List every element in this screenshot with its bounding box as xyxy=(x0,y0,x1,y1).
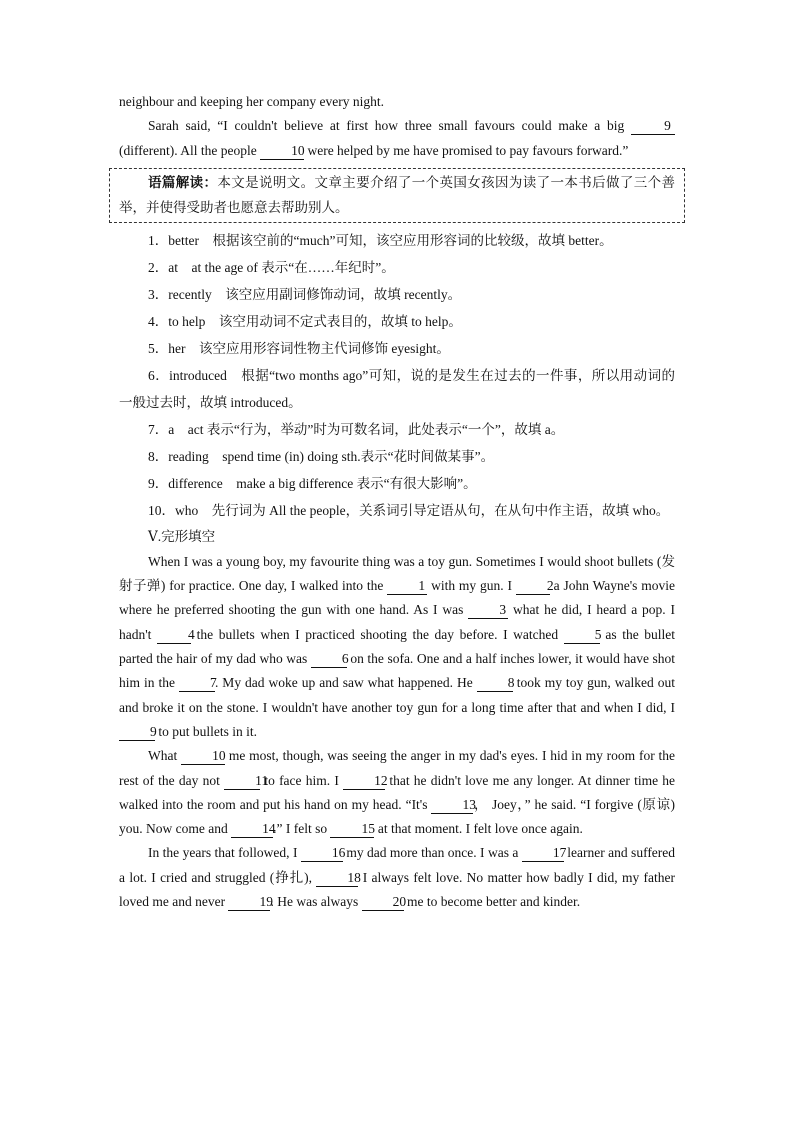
analysis-box xyxy=(109,168,685,223)
text-span: at the age of 表示“在……年纪时”。 xyxy=(191,259,395,275)
text-span: .” I felt so xyxy=(273,821,328,837)
text-span: to face him. I xyxy=(264,772,339,788)
text-span: 1． xyxy=(148,232,169,248)
text-span: introduced xyxy=(169,367,227,383)
blank-4: 4 xyxy=(157,627,191,644)
blank-3: 3 xyxy=(468,602,508,619)
text-span: . He was always xyxy=(270,894,359,910)
text-span xyxy=(178,260,192,275)
text-span: on the sofa. One and a half inches lower, it would have shot him in the xyxy=(119,651,676,691)
blank-19: 19 xyxy=(228,894,270,911)
blank-10: 10 xyxy=(181,748,225,765)
cloze-paragraph-2 xyxy=(119,744,675,841)
blank-7: 7 xyxy=(179,675,215,692)
blank-5: 5 xyxy=(564,627,600,644)
blank-9: 9 xyxy=(631,118,675,135)
text-span xyxy=(205,314,219,329)
text-span: ， Joey，” he said. “I forgive (原谅) you. Now come and xyxy=(119,796,675,837)
blank-16: 16 xyxy=(301,845,343,862)
analysis-text xyxy=(119,170,675,220)
text-span: 根据“two months ago”可知，说的是发生在过去的一件事，所以用动词的一般过去时，故填 introduced。 xyxy=(119,367,676,410)
text-span: 6． xyxy=(148,367,170,383)
text-span: 4． xyxy=(148,313,169,329)
text-span: I always felt love. No matter how badly I did, my father loved me and never xyxy=(119,869,676,910)
text-span: at xyxy=(168,259,178,275)
text-span: 先行词为 All the people，关系词引导定语从句，在从句中作主语，故填 who。 xyxy=(211,502,670,518)
text-span: better xyxy=(168,232,199,248)
cloze-paragraph-3 xyxy=(119,841,675,914)
blank-14: 14 xyxy=(231,821,273,838)
text-span: what he did, I heard a pop. I hadn't xyxy=(119,602,676,642)
text-span xyxy=(174,422,188,437)
text-span: 该空应用副词修饰动词，故填 recently。 xyxy=(225,286,462,302)
text-span: that he didn't love me any longer. At dinner time he walked into the room and put his hand on my head. “It's xyxy=(119,772,676,812)
text-span: the bullets when I practiced shooting the day before. I watched xyxy=(196,626,559,642)
text-span: learner and suffered a lot. I cried and struggled (挣扎), xyxy=(119,845,676,885)
text-span: 该空应用形容词性物主代词修饰 eyesight。 xyxy=(199,340,450,356)
cloze-paragraph-1 xyxy=(119,550,675,744)
answer-item xyxy=(119,497,675,524)
text-span: recently xyxy=(168,286,212,302)
text-span: to put bullets in it. xyxy=(158,723,258,739)
blank-1: 1 xyxy=(387,578,427,595)
answer-list xyxy=(119,227,675,524)
analysis-body: 本文是说明文。文章主要介绍了一个英国女孩因为读了一本书后做了三个善举，并使得受助者也愿意去帮助别人。 xyxy=(119,174,676,215)
answer-item xyxy=(119,281,675,308)
text-span: 5． xyxy=(148,340,169,356)
blank-6: 6 xyxy=(311,651,347,668)
text-span: my dad more than once. I was a xyxy=(346,845,519,861)
text-span xyxy=(209,449,223,464)
text-span: her xyxy=(168,340,186,356)
text-span: . My dad woke up and saw what happened. He xyxy=(214,675,473,691)
text-span xyxy=(227,368,241,383)
answer-item xyxy=(119,416,675,443)
answer-item xyxy=(119,470,675,497)
blank-18: 18 xyxy=(316,870,358,887)
blank-20: 20 xyxy=(362,894,404,911)
answer-item xyxy=(119,227,675,254)
text-span: 2． xyxy=(148,259,169,275)
text-span: took my toy gun, walked out and broke it on the stone. I wouldn't have another toy gun for a long time after that and when I did, I xyxy=(119,675,675,715)
text-span: 8． xyxy=(148,448,169,464)
text-span xyxy=(212,287,226,302)
text-span: as the bullet parted the hair of my dad who was xyxy=(119,626,676,667)
answer-item xyxy=(119,443,675,470)
text-span: In the years that followed, I xyxy=(148,845,298,861)
text-span: who xyxy=(175,502,199,518)
blank-12: 12 xyxy=(343,773,385,790)
section-title: Ⅴ.完形填空 xyxy=(148,528,216,544)
text-span: difference xyxy=(168,475,223,491)
blank-11: 11 xyxy=(224,773,260,790)
text-span: 该空用动词不定式表目的，故填 to help。 xyxy=(218,313,462,329)
answer-item xyxy=(119,335,675,362)
passage-text: were helped by me have promised to pay favours forward.” xyxy=(307,142,629,158)
text-span xyxy=(199,233,213,248)
blank-9: 9 xyxy=(119,724,155,741)
answer-item xyxy=(119,362,675,416)
blank-13: 13 xyxy=(431,797,473,814)
answer-item xyxy=(119,308,675,335)
text-span: make a big difference 表示“有很大影响”。 xyxy=(236,475,477,491)
blank-2: 2 xyxy=(516,578,550,595)
text-span: 10． xyxy=(148,502,175,518)
text-span: a John Wayne's movie where he preferred shooting the gun with one hand. As I was xyxy=(119,578,676,618)
blank-17: 17 xyxy=(522,845,564,862)
text-span: a xyxy=(168,421,175,437)
blank-8: 8 xyxy=(477,675,513,692)
text-span: at that moment. I felt love once again. xyxy=(377,821,583,837)
text-span: to help xyxy=(168,313,206,329)
text-span: me most, though, was seeing the anger in my dad's eyes. I hid in my room for the rest of the day not xyxy=(119,748,676,788)
passage-text: (different). All the people xyxy=(119,142,257,158)
text-span: with my gun. I xyxy=(431,578,512,594)
text-span: 9． xyxy=(148,475,169,491)
answer-item xyxy=(119,254,675,281)
text-span: What xyxy=(148,748,178,764)
text-span: 根据该空前的“much”可知，该空应用形容词的比较级，故填 better。 xyxy=(212,232,613,248)
text-span: act 表示“行为，举动”时为可数名词，此处表示“一个”，故填 a。 xyxy=(187,421,565,437)
text-span xyxy=(198,503,212,518)
text-span: me to become better and kinder. xyxy=(406,894,581,910)
text-span: spend time (in) doing sth.表示“花时间做某事”。 xyxy=(222,448,495,464)
text-span xyxy=(223,476,237,491)
analysis-label: 语篇解读： xyxy=(148,174,218,190)
text-span: reading xyxy=(168,448,209,464)
passage-line: neighbour and keeping her company every night. xyxy=(119,94,385,109)
text-span: 7． xyxy=(148,421,169,437)
text-span: 3． xyxy=(148,286,169,302)
blank-10: 10 xyxy=(260,143,304,160)
document-page xyxy=(119,90,675,914)
text-span: When I was a young boy, my favourite thing was a toy gun. Sometimes I would shoot bullets (发射子弹) for practice. One day, I walked into the xyxy=(119,553,675,594)
text-span xyxy=(186,341,200,356)
passage-paragraph xyxy=(119,114,675,163)
blank-15: 15 xyxy=(330,821,374,838)
passage-text: Sarah said, “I couldn't believe at first how three small favours could make a big xyxy=(148,118,625,134)
